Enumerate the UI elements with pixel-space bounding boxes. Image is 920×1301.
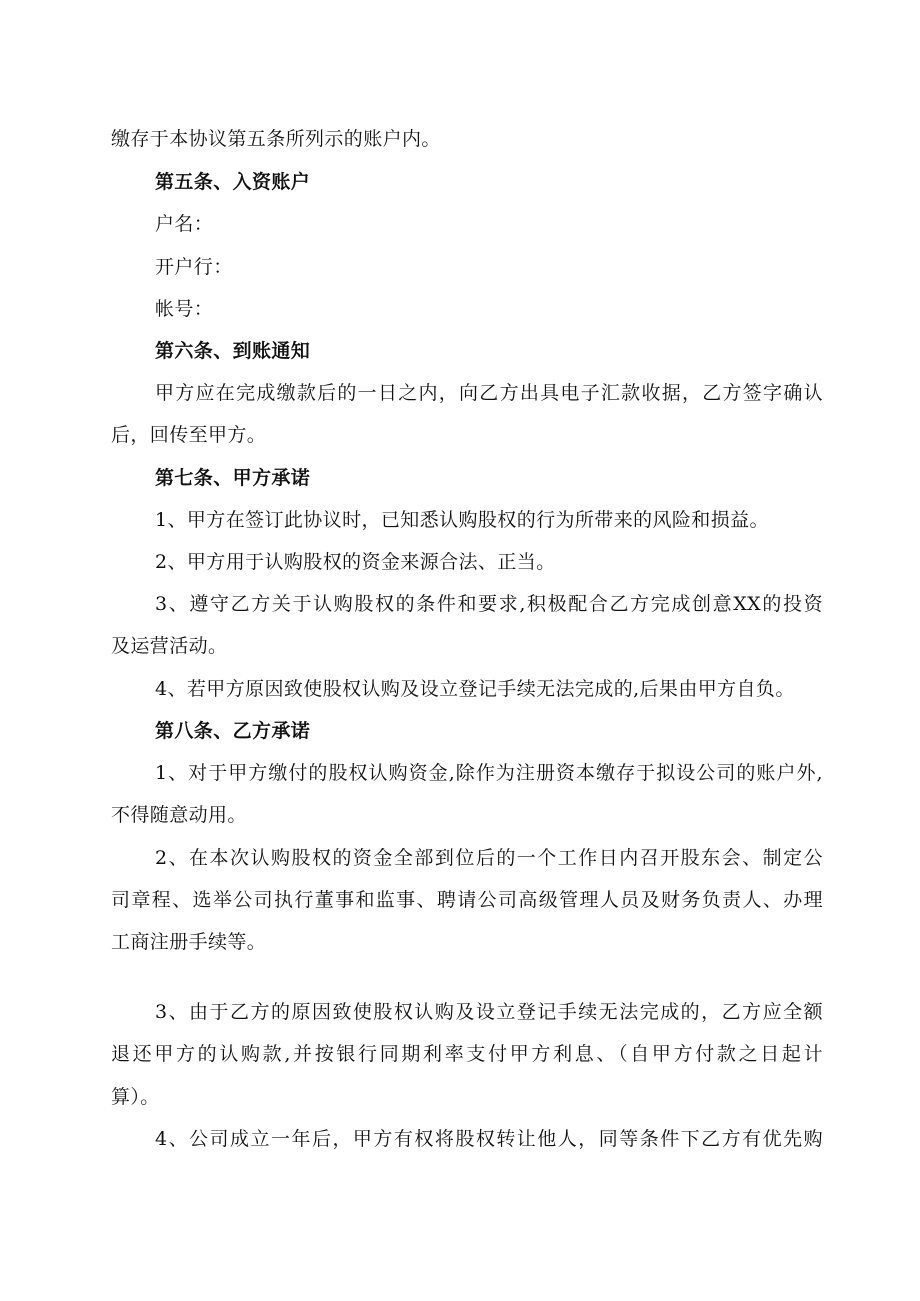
text-line: 退还甲方的认购款,并按银行同期利率支付甲方利息、（自甲方付款之日起计 bbox=[111, 1043, 823, 1065]
text-line: 及运营活动。 bbox=[111, 635, 228, 657]
text-line: 4、若甲方原因致使股权认购及设立登记手续无法完成的,后果由甲方自负。 bbox=[155, 678, 795, 700]
text-line: 算）。 bbox=[111, 1086, 160, 1108]
text-line: 缴存于本协议第五条所列示的账户内。 bbox=[111, 128, 441, 150]
text-line: 1、对于甲方缴付的股权认购资金,除作为注册资本缴存于拟设公司的账户外, bbox=[155, 762, 823, 784]
text-line: 3、由于乙方的原因致使股权认购及设立登记手续无法完成的，乙方应全额 bbox=[155, 1001, 823, 1023]
section-heading: 第七条、甲方承诺 bbox=[155, 467, 311, 489]
text-line: 后，回传至甲方。 bbox=[111, 424, 267, 446]
field-label: 帐号： bbox=[155, 298, 214, 320]
text-line: 4、公司成立一年后，甲方有权将股权转让他人，同等条件下乙方有优先购 bbox=[155, 1128, 823, 1150]
text-line: 甲方应在完成缴款后的一日之内，向乙方出具电子汇款收据，乙方签字确认 bbox=[155, 382, 823, 404]
text-line: 2、在本次认购股权的资金全部到位后的一个工作日内召开股东会、制定公 bbox=[155, 847, 823, 869]
field-label: 户名： bbox=[155, 213, 214, 235]
text-line: 1、甲方在签订此协议时，已知悉认购股权的行为所带来的风险和损益。 bbox=[155, 509, 769, 531]
section-heading: 第八条、乙方承诺 bbox=[155, 720, 311, 742]
text-line: 不得随意动用。 bbox=[111, 804, 247, 826]
text-line: 2、甲方用于认购股权的资金来源合法、正当。 bbox=[155, 551, 556, 573]
text-line: 3、遵守乙方关于认购股权的条件和要求,积极配合乙方完成创意XX的投资 bbox=[155, 593, 823, 615]
section-heading: 第六条、到账通知 bbox=[155, 340, 311, 362]
text-line: 司章程、选举公司执行董事和监事、聘请公司高级管理人员及财务负责人、办理 bbox=[111, 889, 823, 911]
text-line: 工商注册手续等。 bbox=[111, 931, 267, 953]
section-heading: 第五条、入资账户 bbox=[155, 171, 311, 193]
field-label: 开户行： bbox=[155, 256, 233, 278]
